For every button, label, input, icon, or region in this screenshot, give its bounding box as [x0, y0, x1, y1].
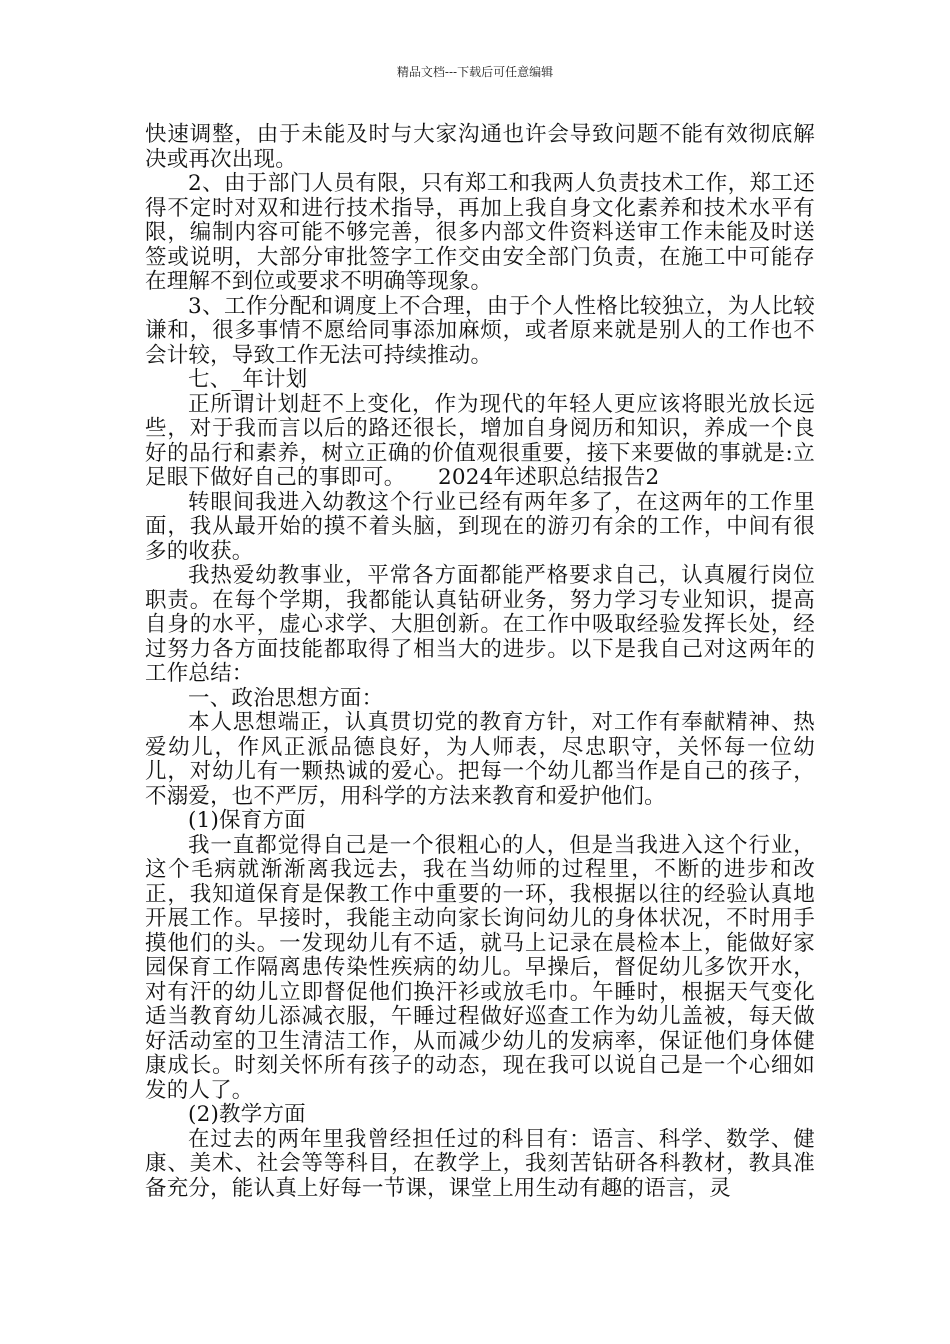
paragraph-continuation: 快速调整，由于未能及时与大家沟通也许会导致问题不能有效彻底解决或再次出现。 — [145, 122, 815, 172]
paragraph-overview: 我热爱幼教事业，平常各方面都能严格要求自己，认真履行岗位职责。在每个学期，我都能认真钻研业务，努力学习专业知识，提高自身的水平，虚心求学、大胆创新。在工作中吸取经验发挥长处，经过努力各方面技能都取得了相当大的进步。以下是我自己对这两年的工作总结： — [145, 563, 815, 686]
paragraph-teaching: 在过去的两年里我曾经担任过的科目有：语言、科学、数学、健康、美术、社会等等科目，在教学上，我刻苦钻研各科教材，教具准备充分，能认真上好每一节课，课堂上用生动有趣的语言，灵 — [145, 1126, 815, 1201]
paragraph-intro: 转眼间我进入幼教这个行业已经有两年多了，在这两年的工作里面，我从最开始的摸不着头脑，到现在的游刃有余的工作，中间有很多的收获。 — [145, 489, 815, 564]
page-header: 精品文档---下载后可任意编辑 — [396, 65, 554, 79]
document-body — [145, 123, 815, 1201]
paragraph-plan: 正所谓计划赶不上变化，作为现代的年轻人更应该将眼光放长远些，对于我而言以后的路还很长，增加自身阅历和知识，养成一个良好的品行和素养，树立正确的价值观很重要，接下来要做的事就是:立足眼下做好自己的事即可。 2024年述职总结报告2 — [145, 391, 815, 490]
subheading-teaching: (2)教学方面 — [188, 1102, 306, 1127]
paragraph-politics: 本人思想端正，认真贯切党的教育方针，对工作有奉献精神、热爱幼儿，作风正派品德良好，为人师表，尽忠职守，关怀每一位幼儿，对幼儿有一颗热诚的爱心。把每一个幼儿都当作是自己的孩子，不溺爱，也不严厉，用科学的方法来教育和爱护他们。 — [145, 710, 815, 809]
section-heading-plan: 七、_年计划 — [188, 367, 308, 392]
paragraph-item-2: 2、由于部门人员有限，只有郑工和我两人负责技术工作，郑工还得不定时对双和进行技术指导，再加上我自身文化素养和技术水平有限，编制内容可能不够完善，很多内部文件资料送审工作未能及时送签或说明，大部分审批签字工作交由安全部门负责，在施工中可能存在理解不到位或要求不明确等现象。 — [145, 171, 815, 294]
section-heading-politics: 一、政治思想方面： — [188, 685, 384, 711]
subheading-care: (1)保育方面 — [188, 808, 306, 833]
paragraph-care: 我一直都觉得自己是一个很粗心的人，但是当我进入这个行业，这个毛病就渐渐离我远去，我在当幼师的过程里，不断的进步和改正，我知道保育是保教工作中重要的一环，我根据以往的经验认真地开展工作。早接时，我能主动向家长询问幼儿的身体状况，不时用手摸他们的头。一发现幼儿有不适，就马上记录在晨检本上，能做好家园保育工作隔离患传染性疾病的幼儿。早操后，督促幼儿多饮开水，对有汗的幼儿立即督促他们换汗衫或放毛巾。午睡时，根据天气变化适当教育幼儿添减衣服，午睡过程做好巡查工作为幼儿盖被，每天做好活动室的卫生清洁工作，从而减少幼儿的发病率，保证他们身体健康成长。时刻关怀所有孩子的动态，现在我可以说自己是一个心细如发的人了。 — [145, 832, 815, 1103]
paragraph-item-3: 3、工作分配和调度上不合理，由于个人性格比较独立，为人比较谦和，很多事情不愿给同事添加麻烦，或者原来就是别人的工作也不会计较，导致工作无法可持续推动。 — [145, 293, 815, 368]
